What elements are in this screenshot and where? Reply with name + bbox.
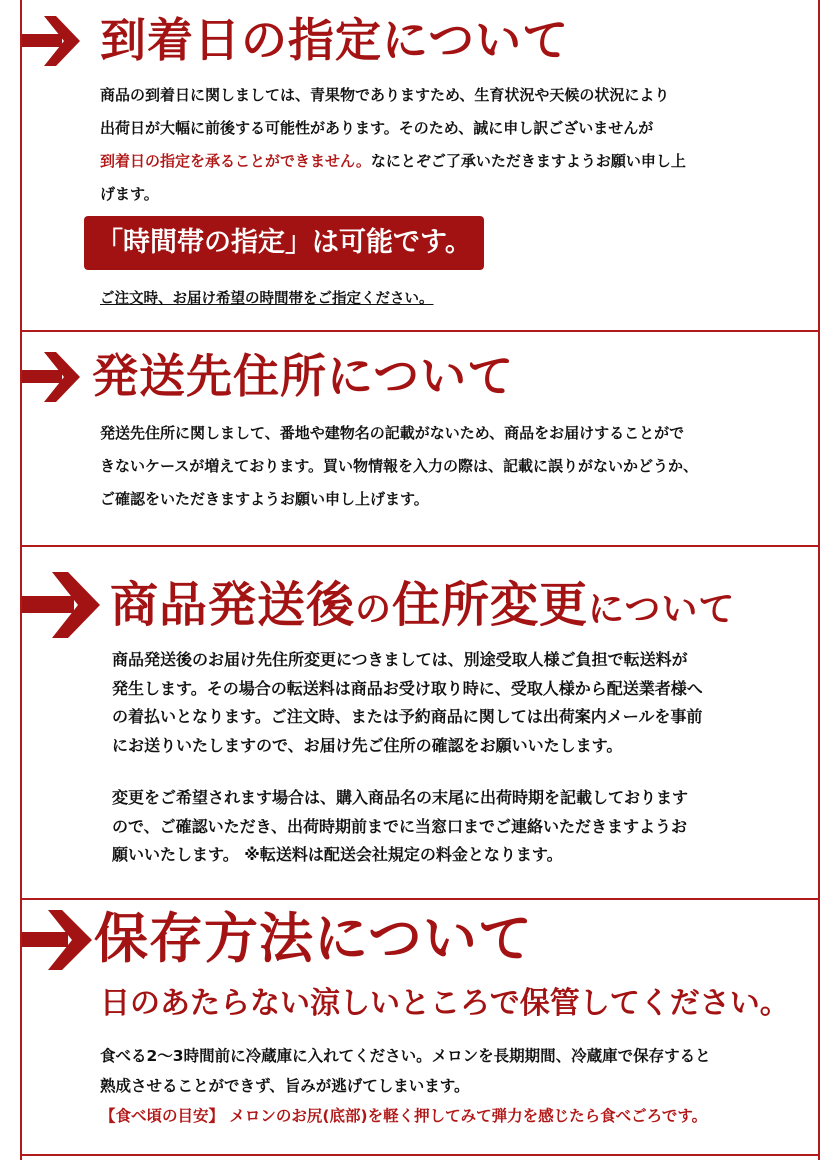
section-body xyxy=(112,784,688,870)
divider xyxy=(22,330,820,332)
body-line: 食べる2～3時間前に冷蔵庫に入れてください。メロンを長期期間、冷蔵庫で保存すると xyxy=(100,1047,711,1065)
body-line: 変更をご希望されます場合は、購入商品名の末尾に出荷時期を記載しております xyxy=(112,788,689,807)
right-border xyxy=(818,0,820,1160)
section-body xyxy=(112,646,703,760)
heading-part: について xyxy=(588,589,736,630)
arrow-right-icon xyxy=(22,14,82,68)
body-line: の着払いとなります。ご注文時、または予約商品に関しては出荷案内メールを事前 xyxy=(112,707,703,726)
section-heading xyxy=(110,574,735,647)
section-heading: 到着日の指定について xyxy=(100,13,570,67)
divider xyxy=(22,898,820,900)
body-line: 熟成させることができず、旨みが逃げてしまいます。 xyxy=(100,1077,470,1095)
body-line: 願いいたします。 ※転送料は配送会社規定の料金となります。 xyxy=(112,845,563,864)
heading-part: 商品発送後 xyxy=(110,577,356,633)
section-body xyxy=(100,417,698,516)
body-line: ご確認をいただきますようお願い申し上げます。 xyxy=(100,490,429,508)
section-heading: 発送先住所について xyxy=(92,349,515,403)
time-slot-note: ご注文時、お届け希望の時間帯をご指定ください。 xyxy=(100,291,434,307)
body-line: ので、ご確認いただき、出荷時期前までに当窓口までご連絡いただきますようお xyxy=(112,816,688,836)
divider xyxy=(22,545,820,547)
section-heading: 保存方法について xyxy=(94,907,533,970)
arrow-right-icon xyxy=(22,908,94,972)
highlight-text: 到着日の指定を承ることができません。 xyxy=(100,152,371,170)
body-line: 商品発送後のお届け先住所変更につきましては、別途受取人様ご負担で転送料が xyxy=(112,650,688,669)
arrow-right-icon xyxy=(22,350,82,404)
arrow-right-icon xyxy=(22,570,102,640)
body-line: きないケースが増えております。買い物情報を入力の際は、記載に誤りがないかどうか、 xyxy=(100,457,699,475)
body-line: 商品の到着日に関しましては、青果物でありますため、生育状況や天候の状況により xyxy=(100,86,670,104)
body-line: にお送りいたしますので、お届け先ご住所の確認をお願いいたします。 xyxy=(112,735,623,755)
section-body xyxy=(100,79,686,211)
body-text: なにとぞご了承いただきますようお願い申し上 xyxy=(370,152,686,170)
body-line: 発送先住所に関しまして、番地や建物名の記載がないため、商品をお届けすることがで xyxy=(100,424,685,442)
divider xyxy=(22,1154,820,1156)
section-body xyxy=(100,1041,711,1131)
heading-part: の xyxy=(355,589,393,630)
ripeness-tip: 【食べ頃の目安】 メロンのお尻(底部)を軽く押してみて弾力を感じたら食べごろです。 xyxy=(100,1107,708,1125)
body-line xyxy=(100,145,686,178)
heading-part: 住所変更 xyxy=(392,577,589,633)
body-line: 出荷日が大幅に前後する可能性があります。そのため、誠に申し訳ございませんが xyxy=(100,119,654,137)
body-line: 発生します。その場合の転送料は商品お受け取り時に、受取人様から配送業者様へ xyxy=(112,678,703,698)
time-slot-badge: 「時間帯の指定」は可能です。 xyxy=(84,216,484,270)
body-line: げます。 xyxy=(100,185,159,203)
storage-subheading: 日のあたらない涼しいところで保管してください。 xyxy=(100,986,790,1021)
